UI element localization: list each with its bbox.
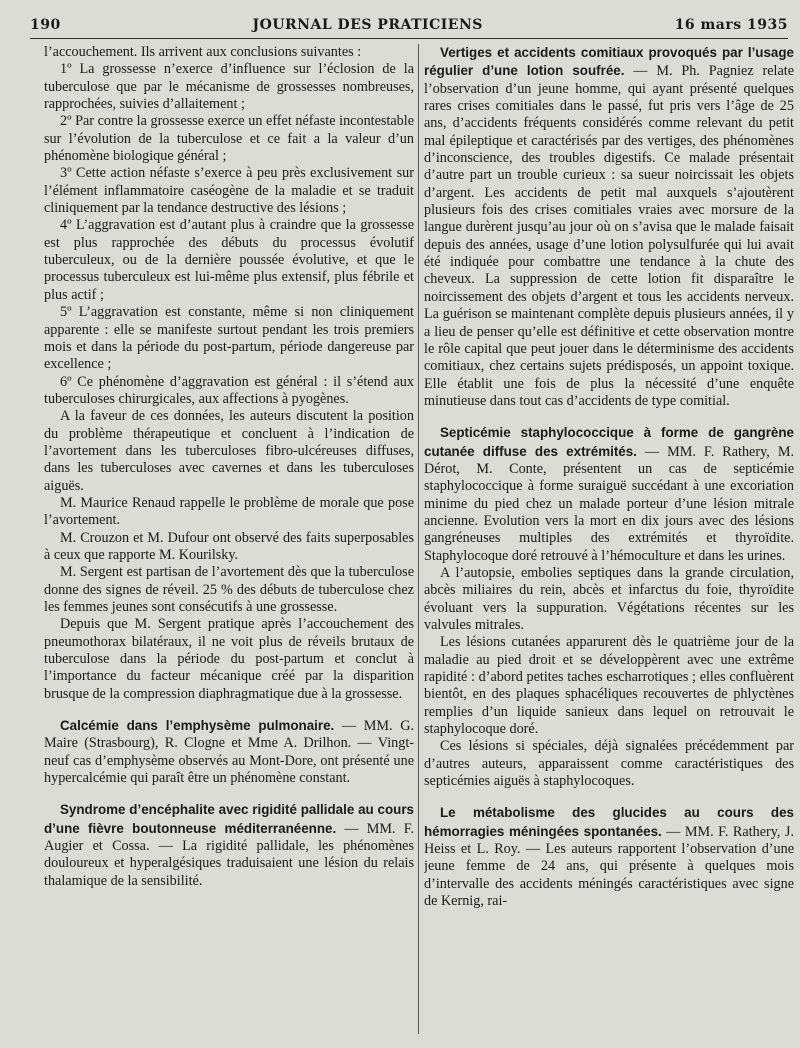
section-title: Vertiges et accidents comitiaux provoqués par l’usage régulier d’une lotion soufrée. [424,45,794,79]
section-text: — MM. F. Rathery, J. Heiss et L. Roy. — Les auteurs rapportent l’observation d’une jeune femme de 24 ans, qui présente à quelques mois d’intervalle des accidents méningés caractéristiques avec signe de Kernig, rai- [424,823,794,910]
section-title: Le métabolisme des glucides au cours des hémorragies méningées spontanées. [424,805,794,839]
paragraph: A l’autopsie, embolies septiques dans la grande circulation, abcès miliaires du rein, abcès et infarctus du foie, thyroïdite évoluant vers la suppuration. Végétations récentes sur les valvules mitrales. [424,564,794,633]
issue-date: 16 mars 1935 [674,17,788,33]
page-header [30,12,788,39]
paragraph: Depuis que M. Sergent pratique après l’accouchement des pneumothorax bilatéraux, il ne voit plus de réveils brutaux de tuberculose dans la période du post-partum et conclut à l’importance du facteur mécanique créé par la disparition brusque de la compression diaphragmatique due à la grossesse. [44,616,414,702]
section-text: — MM. F. Augier et Cossa. — La rigidité pallidale, les phénomènes douloureux et hyperalgésiques traduisaient une lésion du relais thalamique de la sensibilité. [44,820,414,889]
paragraph: M. Maurice Renaud rappelle le problème de morale que pose l’avortement. [44,494,414,529]
paragraph: M. Crouzon et M. Dufour ont observé des faits superposables à ceux que rapporte M. Kourilsky. [44,529,414,563]
paragraph: 5º L’aggravation est constante, même si non cliniquement apparente : elle se manifeste surtout pendant les trois premiers mois et dans la période du post-partum, période dangereuse par excellence ; [44,304,414,373]
section-text: — MM. F. Rathery, M. Dérot, M. Conte, présentent un cas de septicémie staphylococcique à forme suraiguë succédant à une excoriation minime du pied chez un malade porteur d’une lésion mitrale ancienne. Evolution vers la mort en dix jours avec des lésions gangréneuses multiples des extrémités et thyroïdite. Staphylocoque doré retrouvé à l’hémoculture et dans les urines. [424,443,794,564]
section-metabolisme [424,804,794,910]
paragraph: 2º Par contre la grossesse exerce un effet néfaste incontestable sur l’évolution de la tuberculose et ce fait a la valeur d’un phénomène biologique général ; [44,113,414,165]
section-septicemie [424,424,794,565]
section-title: Calcémie dans l’emphysème pulmonaire. [60,718,335,734]
paragraph: Les lésions cutanées apparurent dès le quatrième jour de la maladie au pied droit et se développèrent avec une extrême rapidité : d’abord petites taches escharrotiques ; elles confluèrent bientôt, en des plaques sphacéliques recouvertes de phlyctènes remplies d’un liquide sanieux dans lequel on retrouvait le staphylocoque doré. [424,634,794,738]
section-text: — MM. G. Maire (Strasbourg), R. Clogne et Mme A. Drilhon. — Vingt-neuf cas d’emphysème observés au Mont-Dore, ont présenté une hypercalcémie qui paraît être un phénomène constant. [44,718,414,787]
paragraph: 6º Ce phénomène d’aggravation est général : il s’étend aux tuberculoses chirurgicales, aux affections à pyogènes. [44,373,414,407]
page-number: 190 [30,17,61,33]
section-calcemie [44,717,414,787]
paragraph: 4º L’aggravation est d’autant plus à craindre que la grossesse est plus rapprochée des débuts du processus évolutif tuberculeux, ou de la dernière poussée évolutive, et que le processus tuberculeux est lui-même plus extensif, plus fébrile et plus actif ; [44,217,414,303]
paragraph: 1º La grossesse n’exerce d’influence sur l’éclosion de la tuberculose que par le mécanisme de grossesses nombreuses, rapprochées, suivies d’allaitement ; [44,61,414,113]
column-divider [418,44,419,1034]
paragraph: A la faveur de ces données, les auteurs discutent la position du problème thérapeutique et concluent à l’indication de l’avortement dans les tuberculoses fibro-ulcéreuses diffuses, dans les tuberculoses avec cavernes et dans les tuberculoses aiguës. [44,408,414,494]
section-encephalite [44,801,414,890]
section-title: Septicémie staphylococcique à forme de gangrène cutanée diffuse des extrémités. [424,425,794,459]
left-column [44,44,414,1044]
section-title: Syndrome d’encéphalite avec rigidité pallidale au cours d’une fièvre boutonneuse méditerranéenne. [44,802,414,836]
paragraph: Ces lésions si spéciales, déjà signalées précédemment par d’autres auteurs, apparaissent comme caractéristiques des septicémies aiguës à staphylocoques. [424,738,794,790]
section-text: — M. Ph. Pagniez relate l’observation d’un jeune homme, qui ayant présenté quelques rares crises comitiales dans le passé, fut pris vers l’âge de 25 ans, d’accidents fréquents considérés comme relevant du petit mal épileptique et caractérisés par des vertiges, des phénomènes d’inconscience, des troubles digestifs. Ce malade présentait d’autre part un trouble curieux : sa sueur noircissait les objets d’argent. Les accidents de petit mal auxquels s’ajoutèrent plusieurs fois des crises comitiales vraies avec morsure de la langue durèrent jusqu’au jour où on s’avisa que le malade faisait depuis des années, usage d’une lotion polysulfurée qui lui avait été indiquée pour combattre une tendance à la chute des cheveux. La suppression de cette lotion fit disparaître le noircissement des objets d’argent et tous les accidents nerveux. La guérison se maintenant complète depuis plusieurs années, il y a lieu de penser qu’elle est définitive et cette observation montre le rôle capital que peut jouer dans le déterminisme des accidents comitiaux, chez certains sujets prédisposés, un appoint toxique. Elle établit une fois de plus la nécessité d’une enquête minutieuse dans tout cas d’accidents de type comitial. [424,63,794,409]
journal-title: JOURNAL DES PRATICIENS [252,17,483,33]
right-column [424,44,794,1044]
paragraph: M. Sergent est partisan de l’avortement dès que la tuberculose donne des signes de réveil. 25 % des débuts de tuberculose chez les femmes jeunes sont consécutifs à une grossesse. [44,564,414,615]
paragraph: 3º Cette action néfaste s’exerce à peu près exclusivement sur l’élément inflammatoire caséogène de la maladie et se traduit cliniquement par la tendance destructive des lésions ; [44,165,414,217]
section-vertiges [424,44,794,410]
paragraph: l’accouchement. Ils arrivent aux conclusions suivantes : [44,44,362,60]
